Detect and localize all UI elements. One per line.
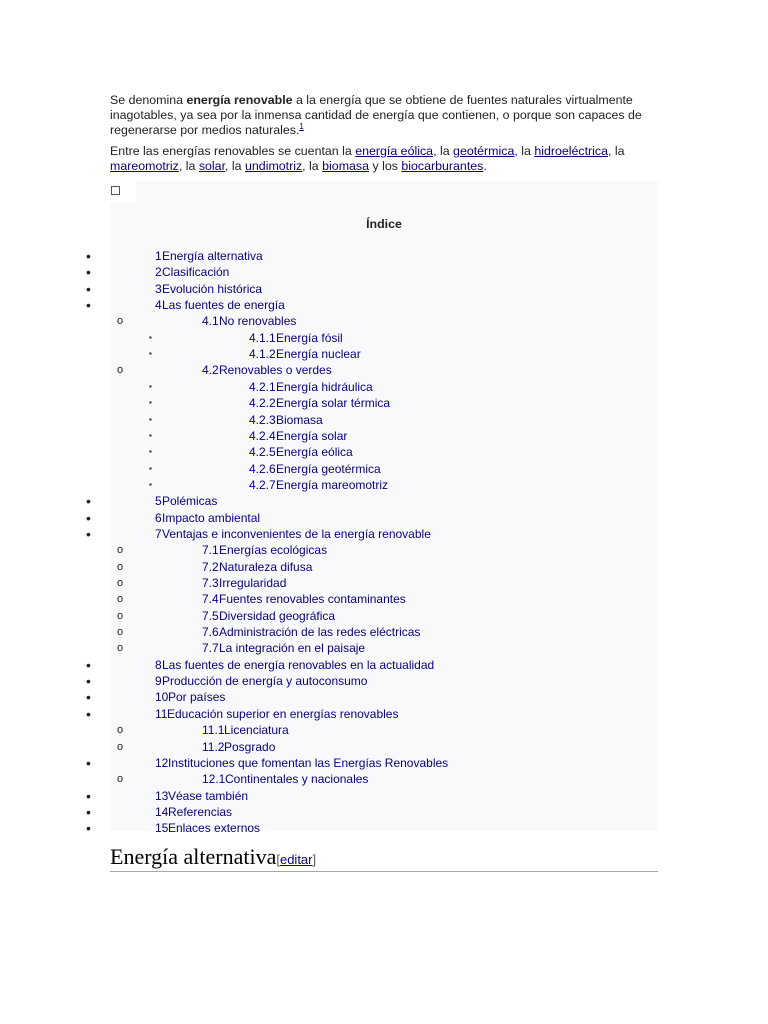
toc-item-label[interactable]: No renovables <box>219 314 297 328</box>
toc-item-label[interactable]: Energía eólica <box>276 445 353 459</box>
section-heading-text: Energía alternativa <box>110 844 277 869</box>
toc-item-label[interactable]: La integración en el paisaje <box>219 641 366 655</box>
toc-item-number[interactable]: 3 <box>155 282 162 296</box>
toc-item-number[interactable]: 4.1 <box>202 314 219 328</box>
toc-item[interactable] <box>0 559 660 575</box>
edit-section-link[interactable] <box>276 852 316 867</box>
list-bullet-icon: • <box>86 673 91 689</box>
toc-item[interactable] <box>0 722 660 738</box>
toc-item[interactable] <box>0 477 660 493</box>
toc-item[interactable] <box>0 673 660 689</box>
list-bullet-icon: o <box>117 610 124 622</box>
toc-item[interactable] <box>0 281 660 297</box>
toc-item-label[interactable]: Las fuentes de energía <box>162 298 285 312</box>
toc-item-label[interactable]: Biomasa <box>276 413 323 427</box>
list-bullet-icon: o <box>117 626 124 638</box>
list-bullet-icon: ▪ <box>149 480 152 489</box>
list-bullet-icon: • <box>86 657 91 673</box>
toc-item-label[interactable]: Energía nuclear <box>276 347 361 361</box>
list-bullet-icon: ▪ <box>149 333 152 342</box>
toc-item-label[interactable]: Polémicas <box>162 494 218 508</box>
toc-item-number[interactable]: 6 <box>155 511 162 525</box>
article-link[interactable]: biocarburantes <box>401 159 484 173</box>
toc-item[interactable] <box>0 624 660 640</box>
toc-item-number[interactable]: 4.2.4 <box>249 429 276 443</box>
toc-item-number[interactable]: 7.7 <box>202 641 219 655</box>
toc-item-number[interactable]: 11.1 <box>202 723 225 737</box>
toc-item[interactable] <box>0 755 660 771</box>
toc-item-number[interactable]: 11.2 <box>202 740 225 754</box>
toc-item[interactable] <box>0 510 660 526</box>
list-bullet-icon: o <box>117 593 124 605</box>
list-bullet-icon: o <box>117 544 124 556</box>
paragraph-text: y los <box>369 159 402 173</box>
toc-item-number[interactable]: 7.6 <box>202 625 219 639</box>
toc-item-label[interactable]: Energía geotérmica <box>276 462 381 476</box>
intro-text-after: a la energía que se obtiene de fuentes naturales virtualmente inagotables, ya sea por la inmensa cantidad de energía que contienen, o porque son capaces de regenerarse por medios naturales. <box>110 93 642 137</box>
paragraph-text: , la <box>178 159 199 173</box>
toc-item[interactable] <box>0 640 660 656</box>
reference-marker <box>299 122 303 131</box>
list-bullet-icon: ▪ <box>149 447 152 456</box>
toc-item[interactable] <box>0 362 660 378</box>
toc-item-number[interactable]: 7.4 <box>202 592 219 606</box>
list-bullet-icon: • <box>86 820 91 836</box>
toc-item-number[interactable]: 12.1 <box>202 772 226 786</box>
toc-item-number[interactable]: 4 <box>155 298 162 312</box>
toc-item[interactable] <box>0 689 660 705</box>
paragraph-text: Entre las energías renovables se cuentan la <box>110 144 356 158</box>
toc-item-label[interactable]: Renovables o verdes <box>219 363 332 377</box>
toc-item-number[interactable]: 10 <box>155 690 169 704</box>
intro-bold-term: energía renovable <box>186 93 293 107</box>
toc-item[interactable] <box>0 739 660 755</box>
article-link[interactable]: hidroeléctrica <box>534 144 609 158</box>
intro-paragraph <box>110 93 658 138</box>
toc-item-number[interactable]: 5 <box>155 494 162 508</box>
toc-item-number[interactable]: 12 <box>155 756 169 770</box>
article-link[interactable]: solar <box>198 159 226 173</box>
toc-item-number[interactable]: 1 <box>155 249 162 263</box>
article-link[interactable]: geotérmica <box>453 144 515 158</box>
toc-item[interactable] <box>0 706 660 722</box>
toc-item-number[interactable]: 4.2.5 <box>249 445 276 459</box>
paragraph-text: , la <box>514 144 535 158</box>
toc-item-label[interactable]: Posgrado <box>224 740 276 754</box>
toc-item-number[interactable]: 11 <box>155 707 168 721</box>
toc-item-label[interactable]: Administración de las redes eléctricas <box>219 625 421 639</box>
list-bullet-icon: • <box>86 297 91 313</box>
list-bullet-icon: ▪ <box>149 382 152 391</box>
toc-item[interactable] <box>0 771 660 787</box>
toc-item-label[interactable]: Producción de energía y autoconsumo <box>162 674 368 688</box>
list-bullet-icon: o <box>117 724 124 736</box>
toc-item-label[interactable]: Continentales y nacionales <box>225 772 369 786</box>
toc-item-number[interactable]: 4.2.7 <box>249 478 276 492</box>
toc-item-label[interactable]: Energía fósil <box>276 331 343 345</box>
toc-item-label[interactable]: Educación superior en energías renovables <box>167 707 399 721</box>
toc-item-label[interactable]: Ventajas e inconvenientes de la energía renovable <box>162 527 431 541</box>
toc-item[interactable] <box>0 820 660 836</box>
toc-item-label[interactable]: Energía alternativa <box>162 249 263 263</box>
toc-item[interactable] <box>0 330 660 346</box>
toc-item-label[interactable]: Licenciatura <box>224 723 289 737</box>
toc-item[interactable] <box>0 591 660 607</box>
toc-item[interactable] <box>0 542 660 558</box>
article-link[interactable]: biomasa <box>322 159 369 173</box>
list-bullet-icon: o <box>117 741 124 753</box>
list-bullet-icon: • <box>86 706 91 722</box>
list-bullet-icon: • <box>86 804 91 820</box>
toc-item-label[interactable]: Véase también <box>168 789 249 803</box>
list-bullet-icon: • <box>86 510 91 526</box>
toc-item-number[interactable]: 8 <box>155 658 162 672</box>
toc-item[interactable] <box>0 248 660 264</box>
toc-item-label[interactable]: Impacto ambiental <box>162 511 261 525</box>
toc-item[interactable] <box>0 804 660 820</box>
list-bullet-icon: o <box>117 773 124 785</box>
toc-toggle-checkbox[interactable] <box>111 186 120 195</box>
toc-item-number[interactable]: 4.2 <box>202 363 219 377</box>
toc-item-label[interactable]: Por países <box>168 690 226 704</box>
toc-item-number[interactable]: 15 <box>155 821 169 835</box>
toc-item-number[interactable]: 4.1.1 <box>249 331 276 345</box>
edit-bracket-close: ] <box>312 852 317 867</box>
toc-item-label[interactable]: Enlaces externos <box>168 821 261 835</box>
toc-item[interactable] <box>0 575 660 591</box>
paragraph-text: . <box>483 159 487 173</box>
list-bullet-icon: ▪ <box>149 349 152 358</box>
toc-item-label[interactable]: Energía hidráulica <box>276 380 373 394</box>
list-bullet-icon: • <box>86 493 91 509</box>
toc-item-number[interactable]: 4.2.1 <box>249 380 276 394</box>
toc-item[interactable] <box>0 313 660 329</box>
toc-item-number[interactable]: 4.2.2 <box>249 396 276 410</box>
edit-bracket-open: [ <box>276 852 280 867</box>
list-bullet-icon: o <box>117 364 124 376</box>
list-bullet-icon: ▪ <box>149 398 152 407</box>
toc-item[interactable] <box>0 428 660 444</box>
toc-item-label[interactable]: Referencias <box>168 805 233 819</box>
toc-item-label[interactable]: Evolución histórica <box>162 282 263 296</box>
toc-item-label[interactable]: Fuentes renovables contaminantes <box>219 592 406 606</box>
toc-item-number[interactable]: 13 <box>155 789 169 803</box>
list-bullet-icon: o <box>117 315 124 327</box>
toc-item-number[interactable]: 14 <box>155 805 169 819</box>
toc-item-number[interactable]: 4.2.6 <box>249 462 276 476</box>
toc-item-number[interactable]: 4.1.2 <box>249 347 276 361</box>
toc-item[interactable] <box>0 493 660 509</box>
list-bullet-icon: ▪ <box>149 464 152 473</box>
list-bullet-icon: o <box>117 577 124 589</box>
toc-item-label[interactable]: Diversidad geográfica <box>219 609 336 623</box>
toc-item-number[interactable]: 2 <box>155 265 162 279</box>
toc-item-number[interactable]: 9 <box>155 674 162 688</box>
toc-item[interactable] <box>0 444 660 460</box>
toc-item-number[interactable]: 7.3 <box>202 576 219 590</box>
toc-item[interactable] <box>0 657 660 673</box>
toc-item-number[interactable]: 7 <box>155 527 162 541</box>
toc-title: Índice <box>366 217 402 231</box>
renewables-paragraph <box>110 144 658 174</box>
toc-item-number[interactable]: 7.5 <box>202 609 219 623</box>
toc-item-number[interactable]: 7.1 <box>202 543 219 557</box>
article-link[interactable]: undimotriz <box>245 159 303 173</box>
toc-item-label[interactable]: Clasificación <box>162 265 230 279</box>
paragraph-text: , la <box>433 144 454 158</box>
toc-item-label[interactable]: Energía solar <box>276 429 348 443</box>
toc-item[interactable] <box>0 346 660 362</box>
toc-item[interactable] <box>0 379 660 395</box>
toc-item-label[interactable]: Irregularidad <box>219 576 287 590</box>
list-bullet-icon: • <box>86 788 91 804</box>
toc-item-number[interactable]: 4.2.3 <box>249 413 276 427</box>
paragraph-text: , la <box>302 159 323 173</box>
toc-item-number[interactable]: 7.2 <box>202 560 219 574</box>
toc-item-label[interactable]: Naturaleza difusa <box>219 560 313 574</box>
list-bullet-icon: ▪ <box>149 415 152 424</box>
toc-item[interactable] <box>0 788 660 804</box>
list-bullet-icon: • <box>86 264 91 280</box>
list-bullet-icon: ▪ <box>149 431 152 440</box>
list-bullet-icon: o <box>117 642 124 654</box>
toc-item[interactable] <box>0 395 660 411</box>
edit-label[interactable]: editar <box>279 852 313 867</box>
toc-item-label[interactable]: Las fuentes de energía renovables en la actualidad <box>162 658 435 672</box>
reference-link[interactable]: 1 <box>299 121 304 131</box>
article-link[interactable]: energía eólica <box>355 144 434 158</box>
list-bullet-icon: • <box>86 755 91 771</box>
paragraph-text: , la <box>608 144 625 158</box>
toc-item[interactable] <box>0 297 660 313</box>
list-bullet-icon: o <box>117 561 124 573</box>
toc-item[interactable] <box>0 412 660 428</box>
list-bullet-icon: • <box>86 689 91 705</box>
toc-item[interactable] <box>0 461 660 477</box>
toc-item-label[interactable]: Energía solar térmica <box>276 396 391 410</box>
toc-item-label[interactable]: Instituciones que fomentan las Energías Renovables <box>168 756 449 770</box>
paragraph-text: , la <box>225 159 246 173</box>
intro-text-before: Se denomina <box>110 93 187 107</box>
list-bullet-icon: • <box>86 526 91 542</box>
toc-item-label[interactable]: Energía mareomotriz <box>276 478 389 492</box>
toc-item[interactable] <box>0 526 660 542</box>
list-bullet-icon: • <box>86 248 91 264</box>
toc-item[interactable] <box>0 608 660 624</box>
toc-item[interactable] <box>0 264 660 280</box>
article-link[interactable]: mareomotriz <box>110 159 179 173</box>
toc-item-label[interactable]: Energías ecológicas <box>219 543 328 557</box>
section-heading <box>110 843 658 872</box>
list-bullet-icon: • <box>86 281 91 297</box>
